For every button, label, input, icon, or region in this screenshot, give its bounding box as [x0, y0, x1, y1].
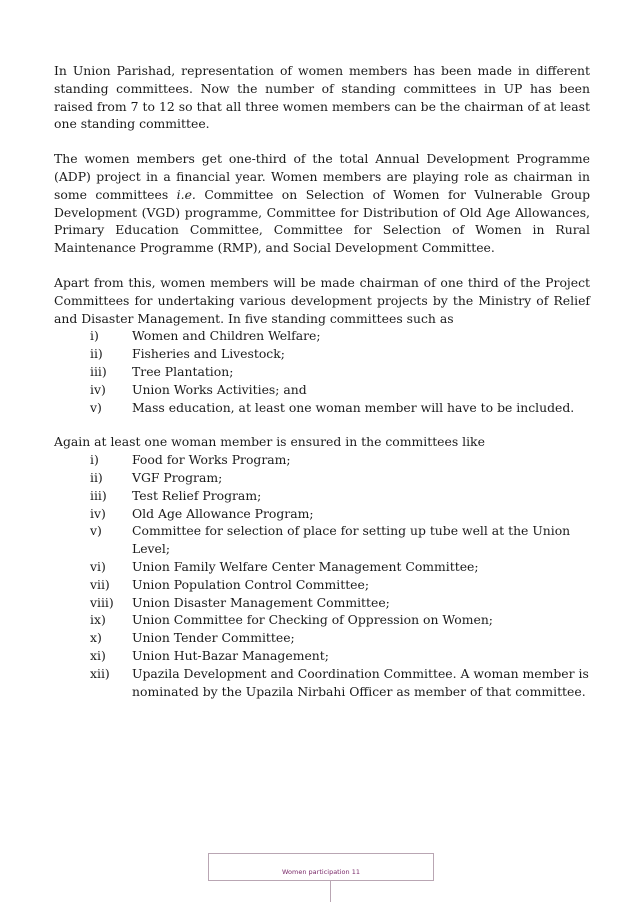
list-item-number: ii) [90, 346, 103, 362]
list-item-number: v) [90, 399, 102, 415]
list-item-text: Test Relief Program; [132, 487, 262, 503]
list-item-number: iii) [90, 487, 107, 503]
list-item [54, 576, 590, 594]
list-item-number: ix) [90, 612, 106, 628]
list-item-text: Mass education, at least one woman member will have to be included. [132, 399, 575, 415]
list-item-number: vii) [90, 576, 110, 592]
paragraph-adp-part2: Committee on Selection of Women for Vulnerable Group Development (VGD) programme, Committee for Distribution of Old Age Allowances, Primary Education Committee, Committee for Selection of Women in Rural Maintenance Programme (RMP), and Social Development Committee. [54, 186, 591, 256]
list-item [54, 522, 590, 558]
paragraph-other-committees: Again at least one woman member is ensured in the committees like [54, 434, 485, 450]
paragraph-adp-ie: i.e. [176, 186, 196, 202]
list-item-number: i) [90, 452, 99, 468]
list-item [54, 594, 590, 612]
list-item [54, 647, 590, 665]
paragraph-standing-committees: In Union Parishad, representation of women members has been made in different standing committees. Now the number of standing committees in UP has been raised from 7 to 12 so that all three women members can be the chairman of at least one standing committee. [54, 63, 590, 132]
paragraph-adp-part1: The women members get one-third of the total Annual Development Programme (ADP) project in a financial year. Women members are playing role as chairman in some committees [54, 151, 590, 202]
list-item-number: ii) [90, 469, 103, 485]
list-item-text: Upazila Development and Coordination Committee. A woman member is nominated by the Upazila Nirbahi Officer as member of that committee. [132, 665, 589, 699]
list-item [54, 345, 590, 363]
list-item-text: Old Age Allowance Program; [132, 505, 314, 521]
list-item-text: Women and Children Welfare; [132, 328, 321, 344]
list-item [54, 629, 590, 647]
list-item-number: v) [90, 523, 102, 539]
footer-divider [330, 881, 331, 902]
list-item [54, 487, 590, 505]
list-item-text: Union Population Control Committee; [132, 576, 370, 592]
list-item-text: Union Disaster Management Committee; [132, 594, 390, 610]
list-item [54, 363, 590, 381]
list-item [54, 611, 590, 629]
other-committees-list [54, 451, 590, 700]
footer-box [208, 853, 434, 881]
list-item [54, 451, 590, 469]
list-item [54, 381, 590, 399]
list-item-text: Union Tender Committee; [132, 630, 295, 646]
list-item-text: Union Works Activities; and [132, 381, 307, 397]
list-item [54, 469, 590, 487]
document-body [54, 62, 590, 700]
list-item [54, 558, 590, 576]
list-item-text: VGF Program; [132, 469, 223, 485]
list-item-number: vi) [90, 558, 106, 574]
list-item-text: Union Hut-Bazar Management; [132, 647, 329, 663]
list-item-text: Food for Works Program; [132, 452, 291, 468]
list-item-number: iii) [90, 363, 107, 379]
list-item-number: xii) [90, 665, 110, 681]
list-item-text: Union Family Welfare Center Management Committee; [132, 558, 479, 574]
list-item-number: iv) [90, 381, 106, 397]
list-item-number: viii) [90, 594, 114, 610]
list-item-text: Tree Plantation; [132, 363, 234, 379]
list-item-text: Fisheries and Livestock; [132, 346, 285, 362]
paragraph-adp [54, 150, 590, 257]
paragraph-project-committees: Apart from this, women members will be made chairman of one third of the Project Committees for undertaking various development projects by the Ministry of Relief and Disaster Management. In five standing committees such as [54, 274, 590, 326]
list-item-number: xi) [90, 647, 106, 663]
list-item-number: iv) [90, 505, 106, 521]
list-item-text: Committee for selection of place for setting up tube well at the Union Level; [132, 523, 571, 557]
list-item-number: x) [90, 630, 102, 646]
list-item [54, 665, 590, 701]
list-item-number: i) [90, 328, 99, 344]
list-item [54, 399, 590, 417]
list-item [54, 505, 590, 523]
list-item-text: Union Committee for Checking of Oppression on Women; [132, 612, 493, 628]
standing-committees-list [54, 327, 590, 416]
list-item [54, 327, 590, 345]
footer-page-label: Women participation 11 [282, 868, 360, 876]
